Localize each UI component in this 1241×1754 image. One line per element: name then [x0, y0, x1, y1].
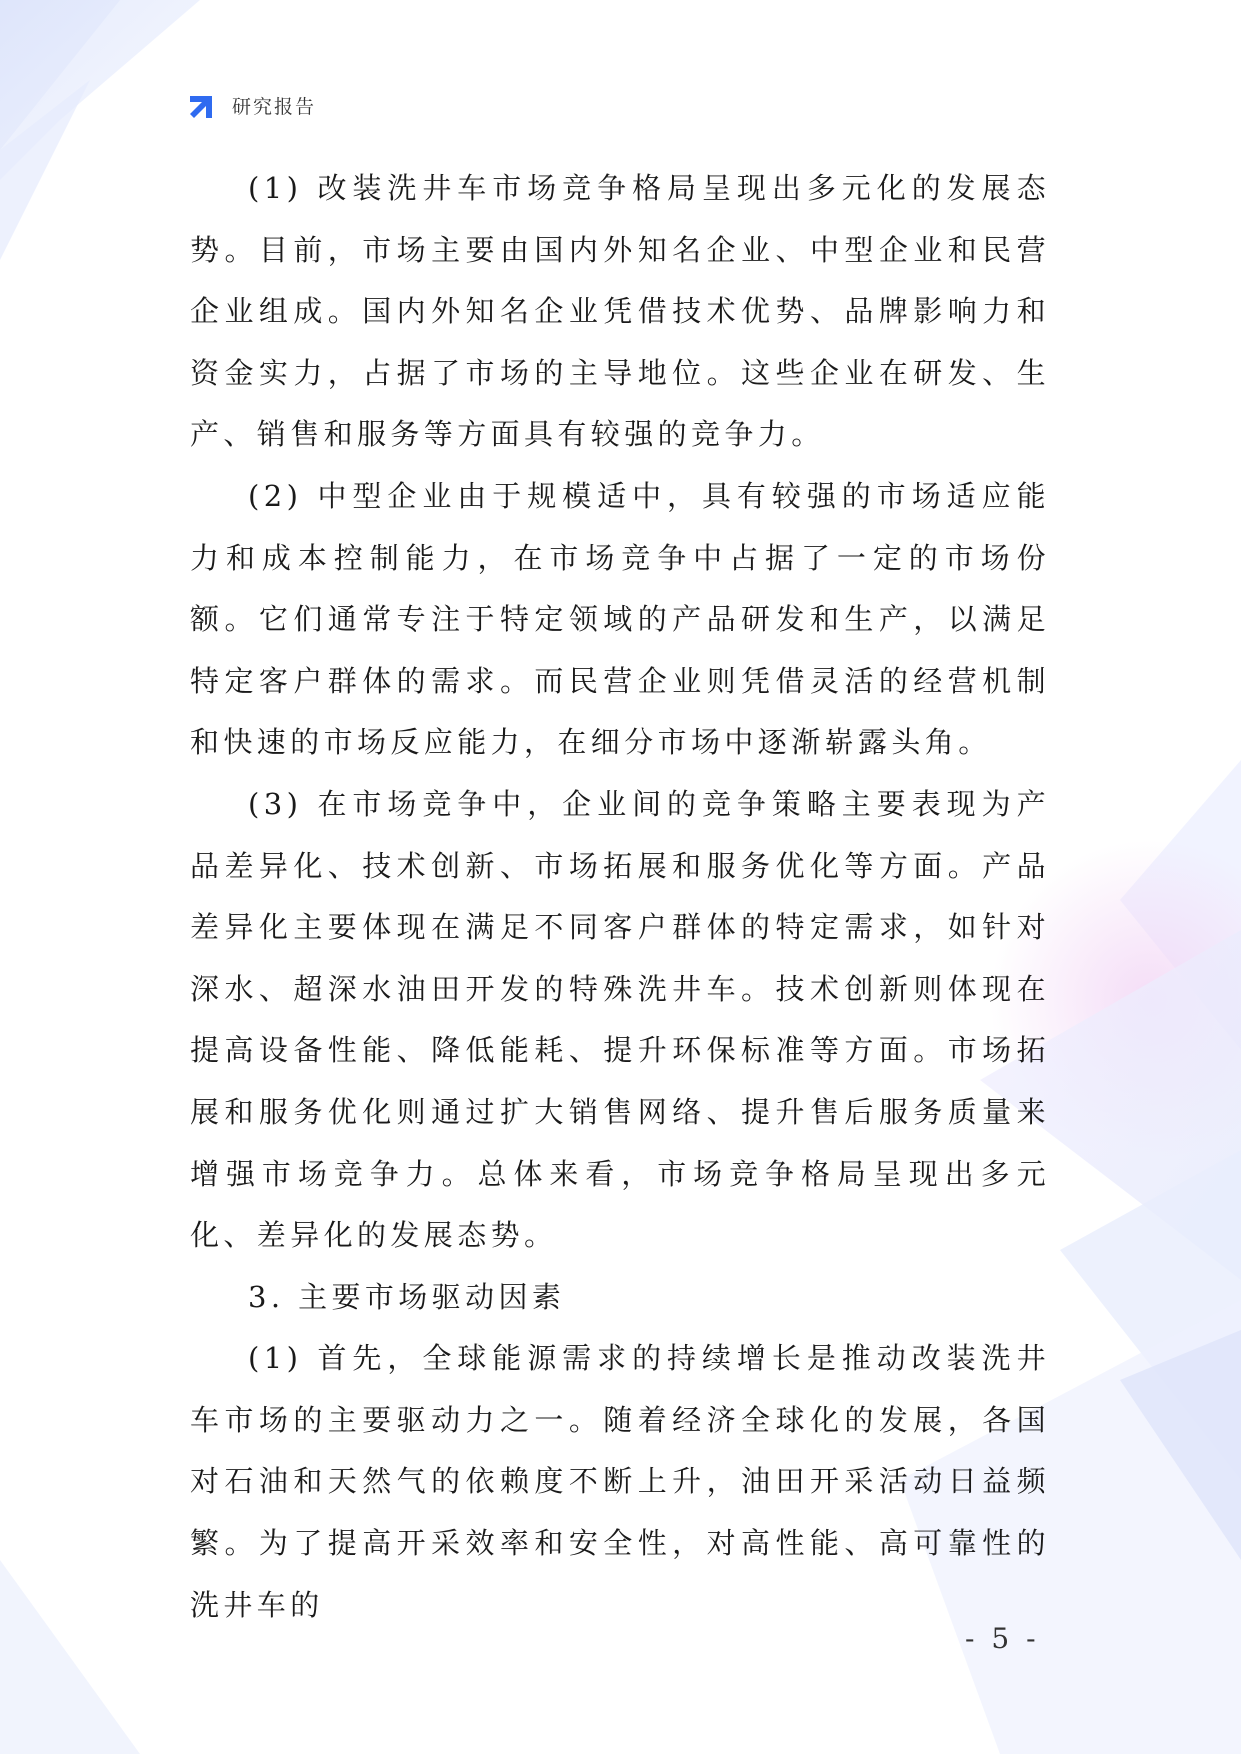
arrow-up-right-icon	[186, 88, 222, 122]
paragraph-medium-enterprises: (2) 中型企业由于规模适中，具有较强的市场适应能力和成本控制能力，在市场竞争中占据了一定的市场份额。它们通常专注于特定领域的产品研发和生产，以满足特定客户群体的需求。而民营企业则凭借灵活的经营机制和快速的市场反应能力，在细分市场中逐渐崭露头角。	[190, 478, 1050, 760]
report-header	[186, 88, 316, 122]
paragraph-energy-demand: (1) 首先，全球能源需求的持续增长是推动改装洗井车市场的主要驱动力之一。随着经济全球化的发展，各国对石油和天然气的依赖度不断上升，油田开采活动日益频繁。为了提高开采效率和安全性，对高性能、高可靠性的洗井车的	[190, 1341, 1050, 1622]
report-title: 研究报告	[232, 95, 317, 118]
page-number: - 5 -	[965, 1622, 1040, 1655]
document-body	[190, 158, 1050, 1636]
paragraph-competition-diversified: (1) 改装洗井车市场竞争格局呈现出多元化的发展态势。目前，市场主要由国内外知名企业、中型企业和民营企业组成。国内外知名企业凭借技术优势、品牌影响力和资金实力，占据了市场的主导地位。这些企业在研发、生产、销售和服务等方面具有较强的竞争力。	[190, 171, 1050, 452]
paragraph-competition-strategies: (3) 在市场竞争中，企业间的竞争策略主要表现为产品差异化、技术创新、市场拓展和服务优化等方面。产品差异化主要体现在满足不同客户群体的特定需求，如针对深水、超深水油田开发的特殊洗井车。技术创新则体现在提高设备性能、降低能耗、提升环保标准等方面。市场拓展和服务优化则通过扩大销售网络、提升售后服务质量来增强市场竞争力。总体来看，市场竞争格局呈现出多元化、差异化的发展态势。	[190, 786, 1050, 1253]
section-heading: 3. 主要市场驱动因素	[248, 1279, 566, 1314]
